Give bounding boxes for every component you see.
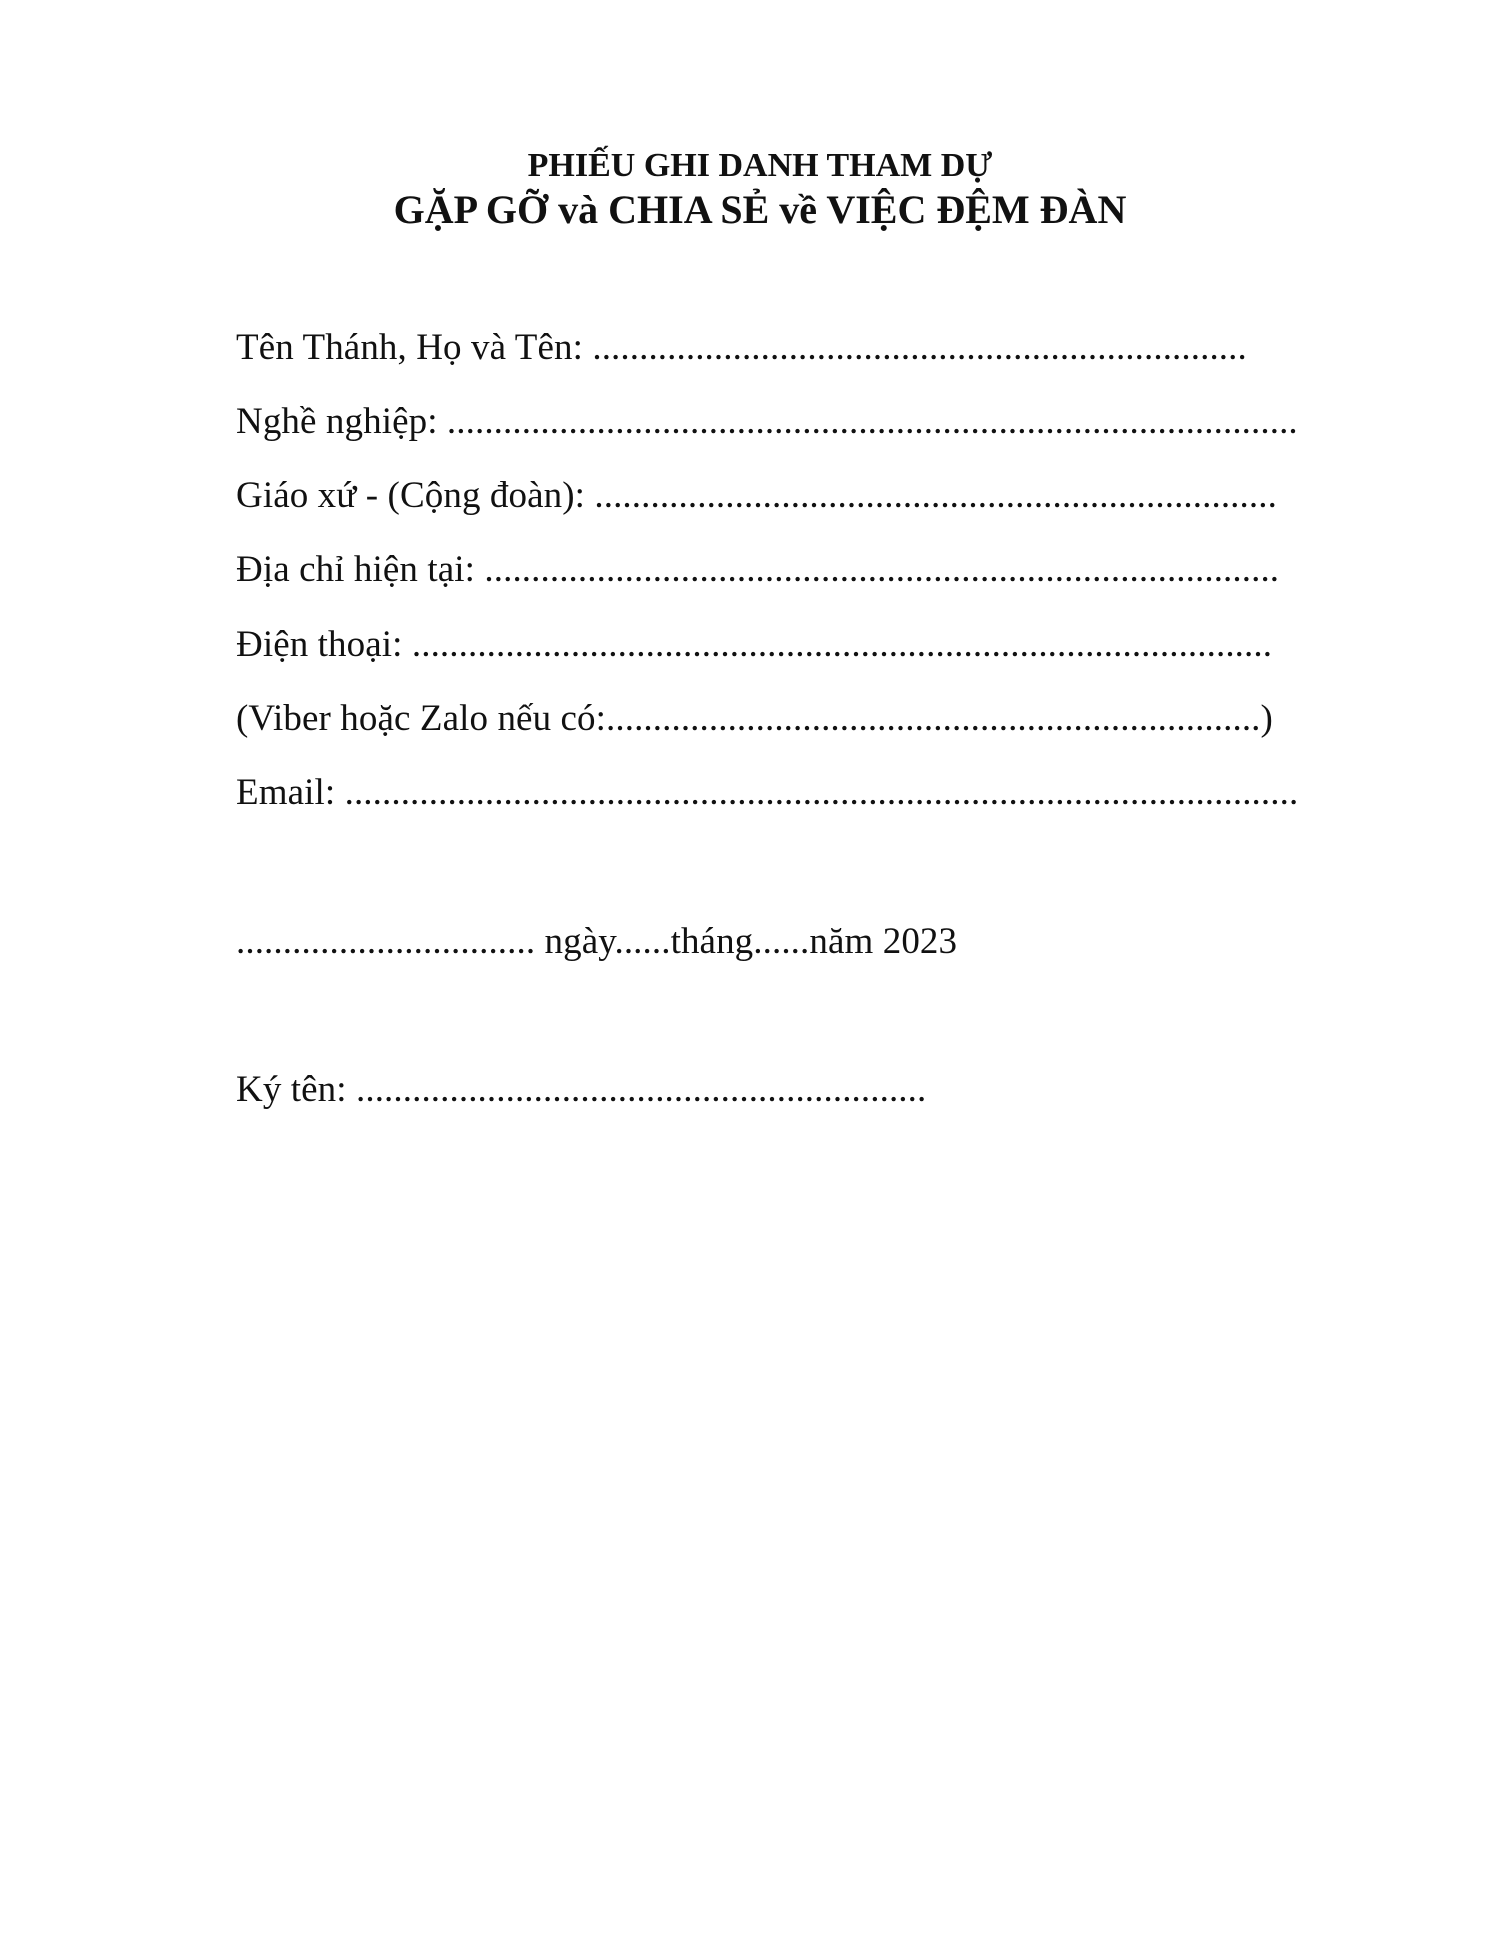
field-full-name: Tên Thánh, Họ và Tên: ...................................................................... — [236, 327, 1247, 368]
field-parish: Giáo xứ - (Cộng đoàn): ......................................................................... — [236, 475, 1277, 516]
field-occupation: Nghề nghiệp: ........................................................................................... — [236, 401, 1298, 442]
field-viber-zalo: (Viber hoặc Zalo nếu có:......................................................................) — [236, 698, 1273, 739]
date-line: ................................ ngày......tháng......năm 2023 — [236, 921, 958, 962]
signature-line: Ký tên: ............................................................. — [236, 1069, 927, 1110]
form-subtitle: GẶP GỠ và CHIA SẺ về VIỆC ĐỆM ĐÀN — [393, 187, 1127, 232]
field-email: Email: ...................................................................................................... — [236, 772, 1299, 813]
field-phone: Điện thoại: ............................................................................................ — [236, 624, 1273, 665]
field-address: Địa chỉ hiện tại: ..................................................................................... — [236, 549, 1280, 590]
form-title: PHIẾU GHI DANH THAM DỰ — [527, 147, 993, 184]
